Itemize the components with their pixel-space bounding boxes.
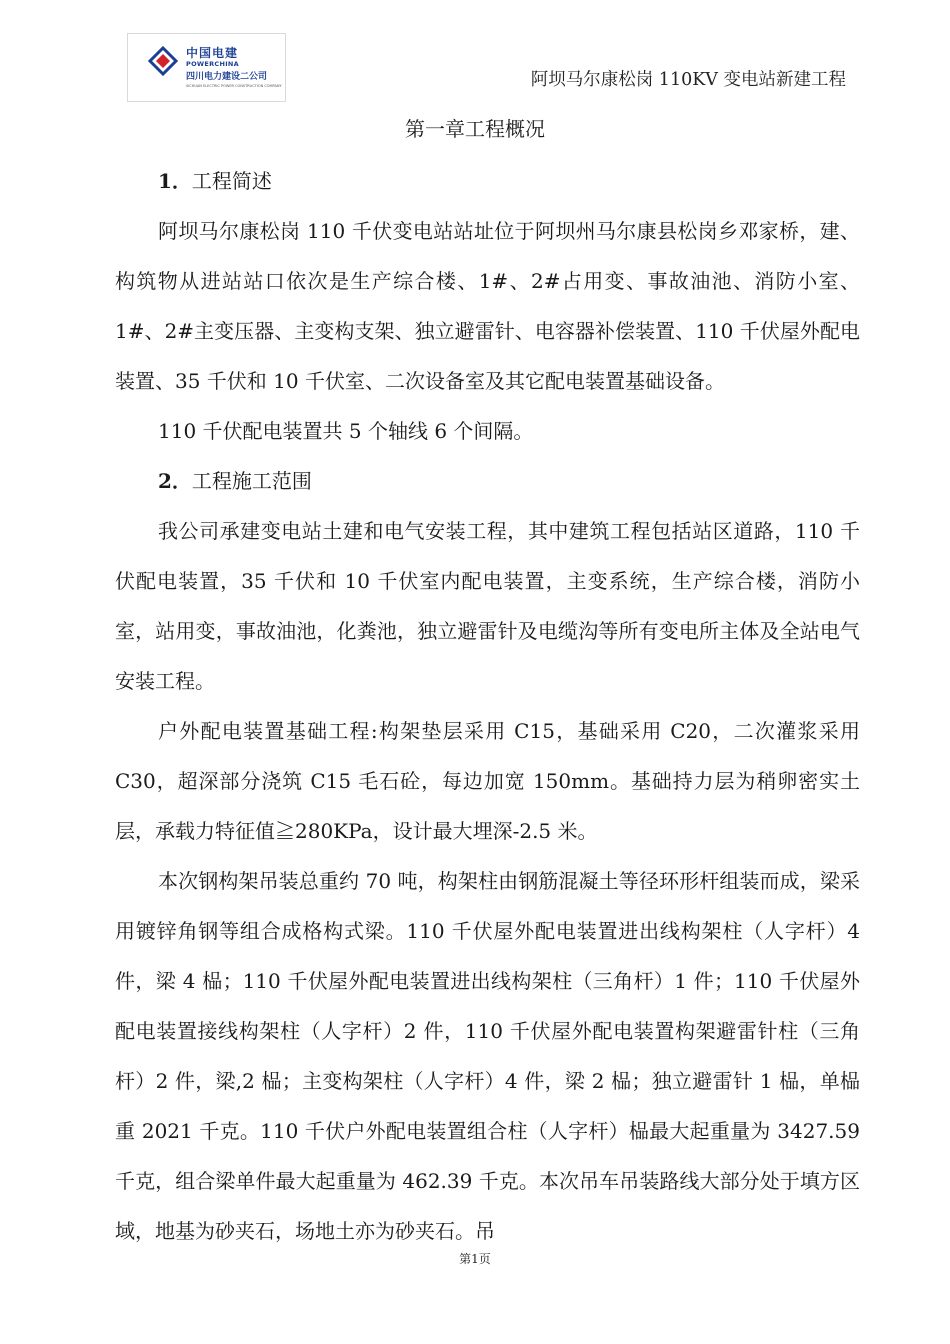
document-body: [115, 156, 860, 1256]
section-number: 2．: [158, 469, 192, 493]
powerchina-logo-icon: [148, 46, 178, 76]
paragraph: 户外配电装置基础工程:构架垫层采用 C15，基础采用 C20，二次灌浆采用 C30，超深部分浇筑 C15 毛石砼，每边加宽 150mm。基础持力层为稍卵密实土层，承载力特征值≧280KPa，设计最大埋深-2.5 米。: [115, 719, 860, 843]
page-number: 第1页: [459, 1252, 491, 1266]
logo-en: POWERCHINA: [186, 60, 240, 68]
section-heading-1: [115, 156, 860, 206]
logo-subsidiary: 四川电力建设二公司: [186, 72, 268, 82]
chapter-title: 第一章工程概况: [405, 117, 545, 141]
company-logo: [127, 33, 286, 102]
logo-cn: 中国电建: [186, 46, 239, 60]
section-heading-2: [115, 456, 860, 506]
logo-text: [186, 46, 282, 89]
section-number: 1．: [158, 169, 192, 193]
paragraph: 110 千伏配电装置共 5 个轴线 6 个间隔。: [158, 419, 534, 443]
section-title: 工程简述: [191, 169, 272, 193]
project-title: 阿坝马尔康松岗 110KV 变电站新建工程: [530, 70, 846, 90]
logo-tiny-text: SICHUAN ELECTRIC POWER CONSTRUCTION COMPANY: [186, 84, 282, 88]
paragraph: 我公司承建变电站土建和电气安装工程，其中建筑工程包括站区道路，110 千伏配电装置，35 千伏和 10 千伏室内配电装置，主变系统，生产综合楼，消防小室，站用变，事故油池，化粪池，独立避雷针及电缆沟等所有变电所主体及全站电气安装工程。: [115, 519, 860, 693]
section-title: 工程施工范围: [191, 469, 312, 493]
paragraph: 阿坝马尔康松岗 110 千伏变电站站址位于阿坝州马尔康县松岗乡邓家桥，建、构筑物从进站站口依次是生产综合楼、1#、2#占用变、事故油池、消防小室、1#、2#主变压器、主变构支架、独立避雷针、电容器补偿装置、110 千伏屋外配电装置、35 千伏和 10 千伏室、二次设备室及其它配电装置基础设备。: [115, 219, 860, 393]
paragraph: 本次钢构架吊装总重约 70 吨，构架柱由钢筋混凝土等径环形杆组装而成，梁采用镀锌角钢等组合成格构式梁。110 千伏屋外配电装置进出线构架柱（人字杆）4 件，梁 4 榀；110 千伏屋外配电装置进出线构架柱（三角杆）1 件；110 千伏屋外配电装置接线构架柱（人字杆）2 件，110 千伏屋外配电装置构架避雷针柱（三角杆）2 件，梁,2 榀；主变构架柱（人字杆）4 件，梁 2 榀；独立避雷针 1 榀，单榀重 2021 千克。110 千伏户外配电装置组合柱（人字杆）榀最大起重量为 3427.59 千克，组合梁单件最大起重量为 462.39 千克。本次吊车吊装路线大部分处于填方区域，地基为砂夹石，场地土亦为砂夹石。吊: [115, 869, 860, 1243]
